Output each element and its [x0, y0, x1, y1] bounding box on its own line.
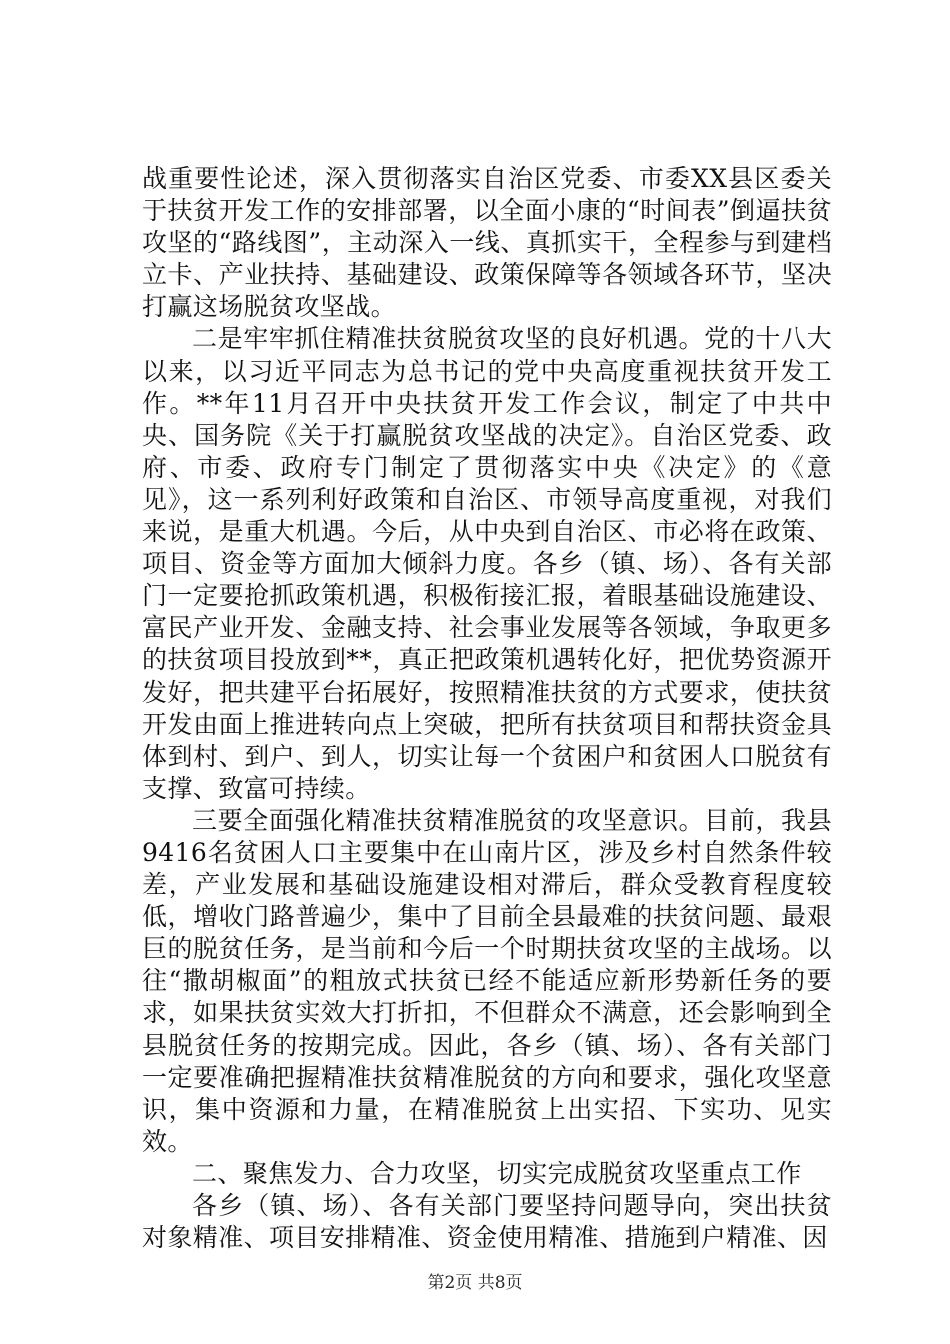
- section-heading: 二、聚焦发力、合力攻坚，切实完成脱贫攻坚重点工作: [192, 1158, 802, 1188]
- body-text: [142, 163, 832, 1254]
- paragraph-3: 三要全面强化精准扶贫精准脱贫的攻坚意识。目前，我县9416名贫困人口主要集中在山南片区，涉及乡村自然条件较差，产业发展和基础设施建设相对滞后，群众受教育程度较低，增收门路普遍少，集中了目前全县最难的扶贫问题、最艰巨的脱贫任务，是当前和今后一个时期扶贫攻坚的主战场。以往“撒胡椒面”的粗放式扶贫已经不能适应新形势新任务的要求，如果扶贫实效大打折扣，不但群众不满意，还会影响到全县脱贫任务的按期完成。因此，各乡（镇、场）、各有关部门一定要准确把握精准扶贫精准脱贫的方向和要求，强化攻坚意识，集中资源和力量，在精准脱贫上出实招、下实功、见实效。: [142, 805, 832, 1156]
- paragraph-1: 战重要性论述，深入贯彻落实自治区党委、市委XX县区委关于扶贫开发工作的安排部署，以全面小康的“时间表”倒逼扶贫攻坚的“路线图”，主动深入一线、真抓实干，全程参与到建档立卡、产业扶持、基础建设、政策保障等各领域各环节，坚决打赢这场脱贫攻坚战。: [142, 164, 832, 322]
- paragraph-2: 二是牢牢抓住精准扶贫脱贫攻坚的良好机遇。党的十八大以来，以习近平同志为总书记的党中央高度重视扶贫开发工作。**年11月召开中央扶贫开发工作会议，制定了中共中央、国务院《关于打赢脱贫攻坚战的决定》。自治区党委、政府、市委、政府专门制定了贯彻落实中央《决定》的《意见》，这一系列利好政策和自治区、市领导高度重视，对我们来说，是重大机遇。今后，从中央到自治区、市必将在政策、项目、资金等方面加大倾斜力度。各乡（镇、场）、各有关部门一定要抢抓政策机遇，积极衔接汇报，着眼基础设施建设、富民产业开发、金融支持、社会事业发展等各领域，争取更多的扶贫项目投放到**，真正把政策机遇转化好，把优势资源开发好，把共建平台拓展好，按照精准扶贫的方式要求，使扶贫开发由面上推进转向点上突破，把所有扶贫项目和帮扶资金具体到村、到户、到人，切实让每一个贫困户和贫困人口脱贫有支撑、致富可持续。: [142, 324, 832, 803]
- page-number-footer: 第2页 共8页: [427, 1273, 523, 1293]
- paragraph-4: 各乡（镇、场）、各有关部门要坚持问题导向，突出扶贫对象精准、项目安排精准、资金使用精准、措施到户精准、因: [142, 1191, 832, 1253]
